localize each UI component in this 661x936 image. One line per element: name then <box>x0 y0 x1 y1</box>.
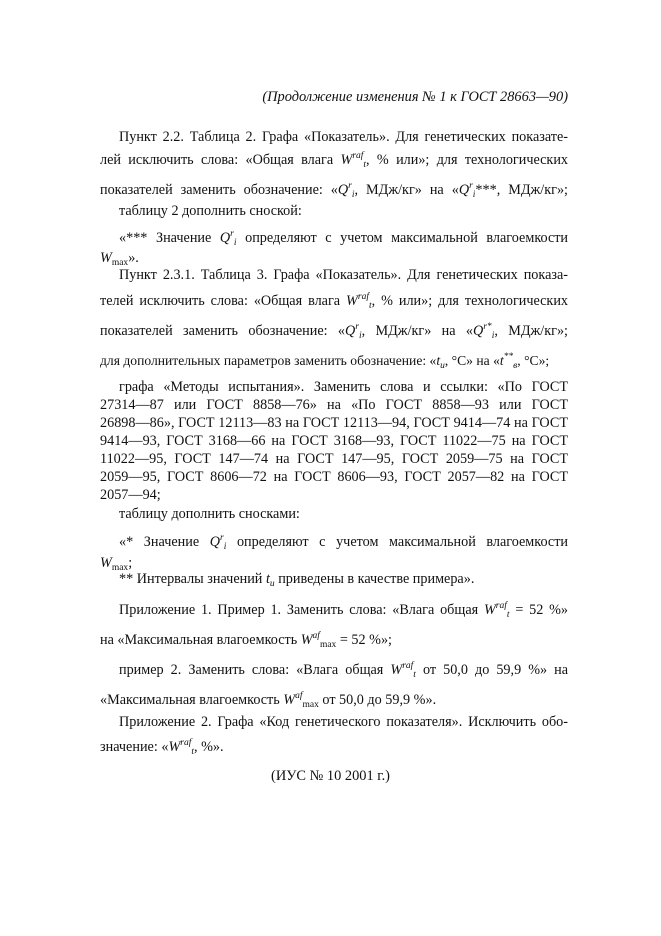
symbol-q-r <box>345 323 362 339</box>
sym: t <box>265 571 270 587</box>
sym: W <box>283 692 296 708</box>
text: , МДж/кг» на « <box>361 323 473 339</box>
sym: W <box>346 293 358 309</box>
p231-methods-line-2: 27314—87 или ГОСТ 8858—76» на «По ГОСТ 8858—93 или ГОСТ <box>100 397 568 413</box>
symbol-q-r <box>459 182 476 198</box>
text: ; <box>128 555 133 571</box>
text: , % или»; для технологических <box>371 293 569 309</box>
text: = 52 %»; <box>339 632 392 648</box>
app2-line-2 <box>100 738 568 756</box>
sub: i <box>351 190 355 200</box>
text: , %». <box>194 739 224 755</box>
p231-line-1: Пункт 2.3.1. Таблица 3. Графа «Показатель». Для генетических показа- <box>119 267 568 283</box>
text: «*** Значение <box>119 230 212 246</box>
text: , МДж/кг»; <box>494 323 568 339</box>
sym: Q <box>219 230 231 246</box>
text: ** Интервалы значений <box>119 571 263 587</box>
sym: t <box>436 353 441 368</box>
sup: raf <box>495 601 507 611</box>
text: определяют с учетом максимальной влагоемкости <box>245 230 569 246</box>
sup: af <box>295 691 303 701</box>
page-header: (Продолжение изменения № 1 к ГОСТ 28663—90) <box>262 89 568 105</box>
app1-line-4 <box>100 691 568 709</box>
p231-methods-line-4: 9414—93, ГОСТ 3168—66 на ГОСТ 3168—93, ГОСТ 11022—75 на ГОСТ <box>100 433 568 449</box>
p231-methods-line-6: 2059—95, ГОСТ 8606—72 на ГОСТ 8606—93, ГОСТ 2057—82 на ГОСТ <box>100 469 568 485</box>
text: приведены в качестве примера». <box>278 571 475 587</box>
sym: Q <box>337 182 349 198</box>
symbol-w-raf <box>340 152 366 168</box>
symbol-q-r <box>220 230 237 246</box>
sub: i <box>358 331 362 341</box>
symbol-t-u <box>266 571 275 587</box>
app1-line-3 <box>119 661 568 679</box>
symbol-t-u <box>436 353 445 371</box>
sym: W <box>390 662 403 678</box>
sym: W <box>100 555 112 571</box>
symbol-w-raf <box>484 602 510 618</box>
sup: raf <box>180 738 192 748</box>
symbol-t-v <box>499 352 518 371</box>
symbol-q-r <box>210 534 227 550</box>
sym: Q <box>345 323 356 339</box>
text: лей исключить слова: «Общая влага <box>100 152 334 168</box>
sub: i <box>233 238 237 248</box>
sub: t <box>368 301 372 311</box>
sym: Q <box>458 182 470 198</box>
sym: t <box>499 353 504 368</box>
sup: r <box>348 181 352 191</box>
text: для дополнительных параметров заменить обозначение: « <box>100 353 437 368</box>
sub: u <box>269 579 275 589</box>
text: «Максимальная влагоемкость <box>100 692 280 708</box>
sym: Q <box>209 534 220 550</box>
sup: r <box>355 322 359 332</box>
text: = 52 %» <box>515 602 568 618</box>
sup: r <box>230 229 234 239</box>
symbol-w-raf <box>346 293 372 309</box>
p231-line-3 <box>100 322 568 340</box>
sub: max <box>319 640 337 650</box>
p231-line-4 <box>100 352 568 370</box>
text: телей исключить слова: «Общая влага <box>100 293 341 309</box>
page-footer: (ИУС № 10 2001 г.) <box>271 768 390 784</box>
symbol-w-raf <box>390 662 416 678</box>
p22-line-6 <box>100 249 568 267</box>
sub: max <box>111 563 129 573</box>
text: ***, МДж/кг»; <box>475 182 568 198</box>
sub: max <box>111 258 129 268</box>
text: показателей заменить обозначение: « <box>100 323 345 339</box>
text: , % или»; для технологических <box>366 152 569 168</box>
sup: raf <box>402 661 414 671</box>
p231-footnote-1 <box>119 533 568 551</box>
sub: i <box>491 331 495 341</box>
sup: af <box>312 631 320 641</box>
sub: в <box>513 361 518 371</box>
text: , °С»; <box>517 353 550 368</box>
sub: max <box>302 700 319 710</box>
sup: ** <box>503 352 514 362</box>
p22-line-3 <box>100 181 568 199</box>
sup: r <box>469 181 473 191</box>
symbol-q-rstar <box>473 323 494 339</box>
app1-line-1 <box>119 601 568 619</box>
sub: i <box>472 190 476 200</box>
sub: t <box>191 747 194 757</box>
text: на «Максимальная влагоемкость <box>100 632 298 648</box>
sym: Q <box>472 323 484 339</box>
app1-line-2 <box>100 631 568 649</box>
p231-line-2 <box>100 292 568 310</box>
text: , МДж/кг» на « <box>354 182 459 198</box>
symbol-q-r <box>338 182 355 198</box>
p231-methods-line-5: 11022—95, ГОСТ 147—74 на ГОСТ 147—95, ГОСТ 2059—75 на ГОСТ <box>100 451 568 467</box>
p22-line-1: Пункт 2.2. Таблица 2. Графа «Показатель». Для генетических показате- <box>119 129 568 145</box>
text: ». <box>128 250 139 266</box>
sup: r* <box>483 322 492 332</box>
p231-methods-line-7: 2057—94; <box>100 487 161 503</box>
text: «* Значение <box>119 534 200 550</box>
symbol-w-af-max <box>301 632 320 648</box>
p22-line-5 <box>119 229 568 247</box>
sub: t <box>413 670 416 680</box>
app2-line-1: Приложение 2. Графа «Код генетического показателя». Исключить обо- <box>119 714 568 730</box>
sym: W <box>340 152 353 168</box>
text: от 50,0 до 59,9 %». <box>322 692 437 708</box>
text: от 50,0 до 59,9 %» на <box>422 662 569 678</box>
sup: raf <box>352 151 364 161</box>
p22-line-4: таблицу 2 дополнить сноской: <box>119 203 302 219</box>
symbol-w-max <box>100 555 112 571</box>
sup: raf <box>357 292 369 302</box>
text: определяют с учетом максимальной влагоемкости <box>236 534 568 550</box>
p231-methods-line-1: графа «Методы испытания». Заменить слова и ссылки: «По ГОСТ <box>119 379 568 395</box>
p231-footnote-intro: таблицу дополнить сносками: <box>119 506 300 522</box>
symbol-w-raf <box>168 739 194 755</box>
text: пример 2. Заменить слова: «Влага общая <box>119 662 384 678</box>
sym: W <box>100 250 112 266</box>
sup: r <box>220 533 224 543</box>
p231-footnote-2 <box>119 570 568 588</box>
sub: u <box>440 361 445 371</box>
p22-line-2 <box>100 151 568 169</box>
text: показателей заменить обозначение: « <box>100 182 338 198</box>
sym: W <box>300 632 313 648</box>
sub: i <box>223 542 227 552</box>
sub: t <box>506 610 510 620</box>
sym: W <box>483 602 496 618</box>
text: значение: « <box>100 739 169 755</box>
text: , °С» на « <box>444 353 500 368</box>
sub: t <box>363 160 367 170</box>
p231-methods-line-3: 26898—86», ГОСТ 12113—83 на ГОСТ 12113—94, ГОСТ 9414—74 на ГОСТ <box>100 415 568 431</box>
text: Приложение 1. Пример 1. Заменить слова: «Влага общая <box>119 602 479 618</box>
symbol-w-max <box>100 250 112 266</box>
sym: W <box>168 739 181 755</box>
symbol-w-af-max <box>283 692 302 708</box>
